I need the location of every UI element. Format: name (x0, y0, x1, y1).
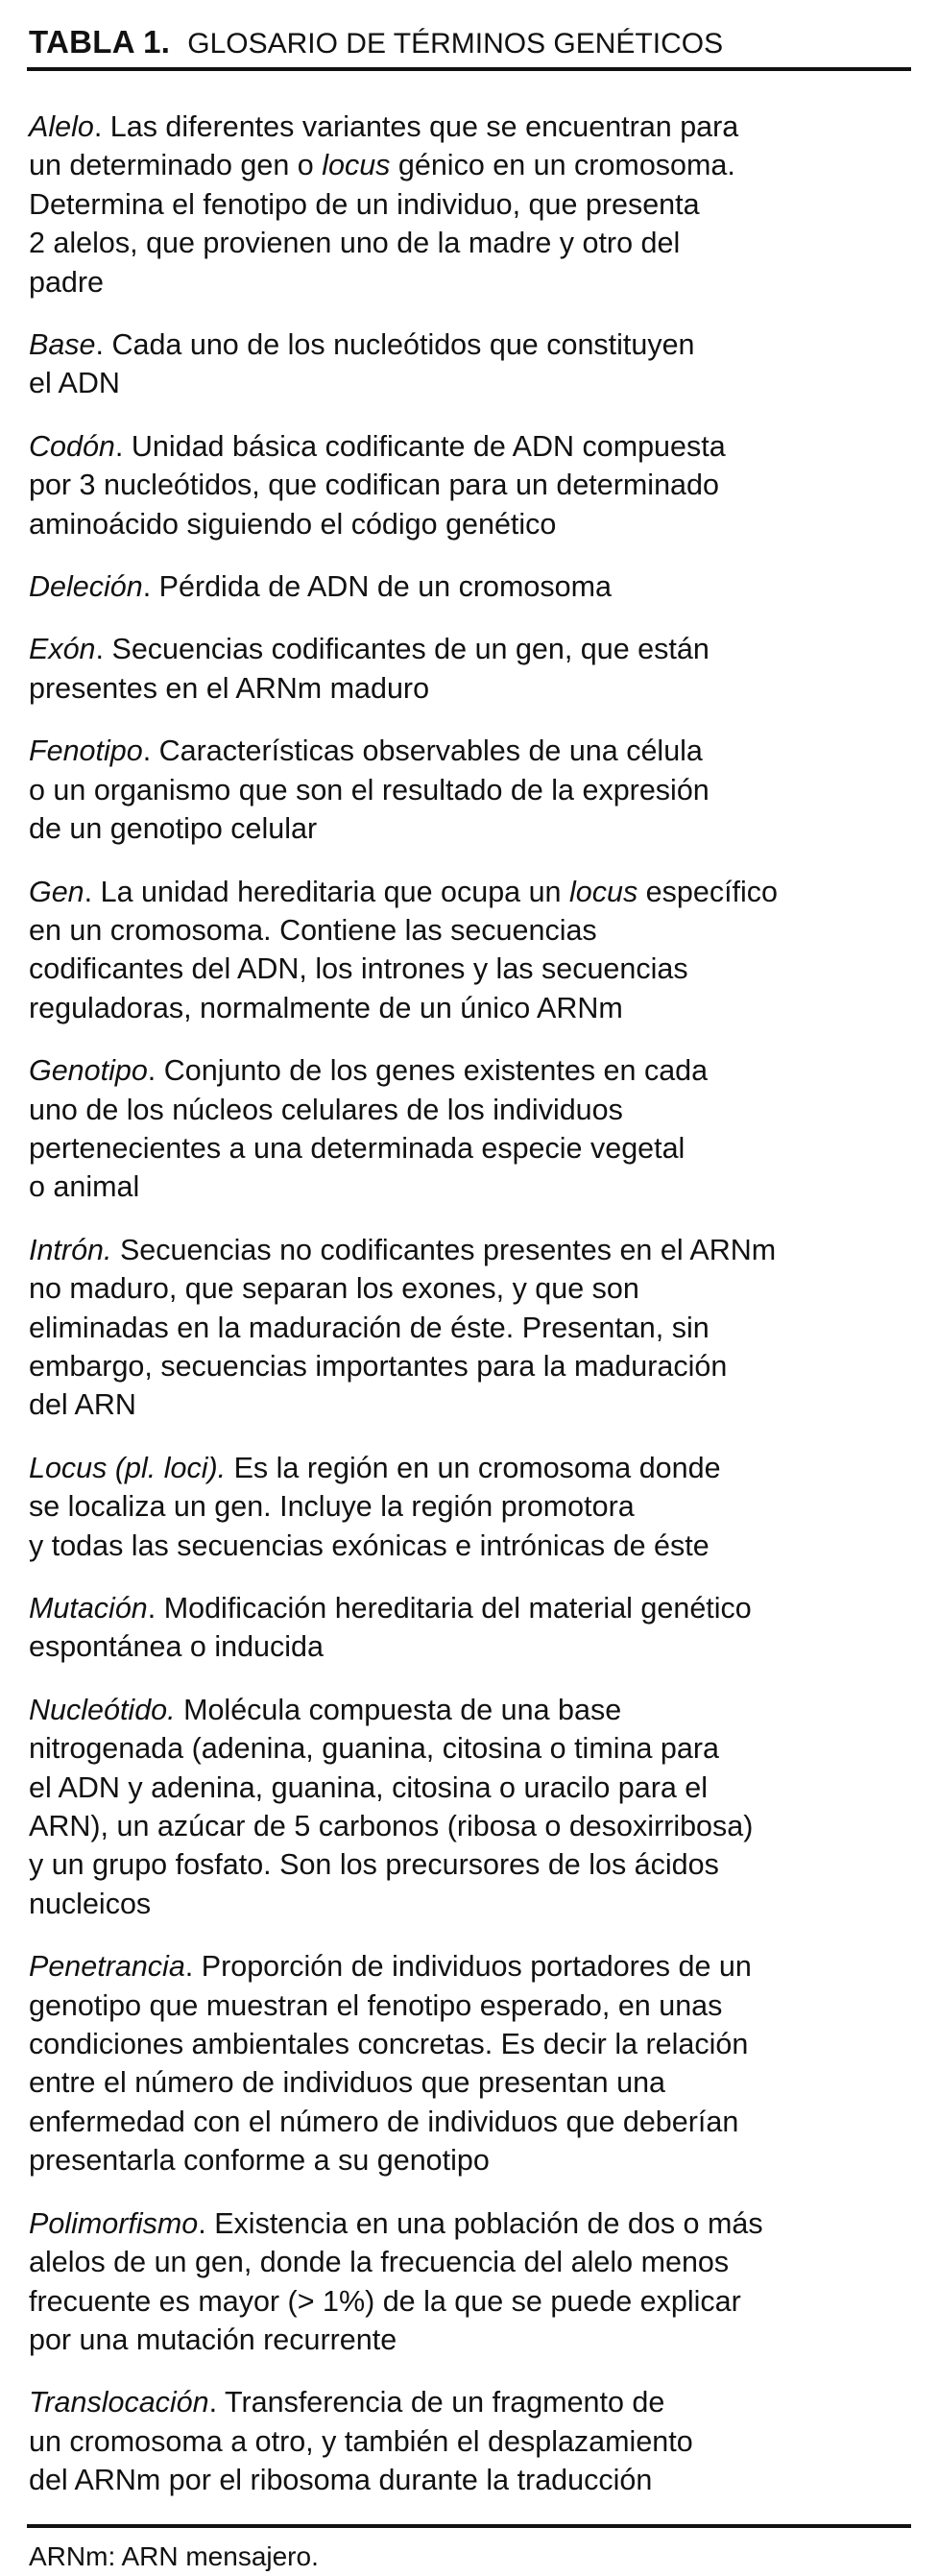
entry-text: Determina el fenotipo de un individuo, que presenta (29, 187, 700, 221)
entry-line (29, 873, 911, 911)
entry-text: . Conjunto de los genes existentes en cada (147, 1054, 709, 1088)
entry-text: o un organismo que son el resultado de la expresión (29, 773, 710, 807)
entry-line (29, 950, 911, 988)
glossary-entry (29, 630, 911, 708)
entry-text: . Las diferentes variantes que se encuentran para (93, 110, 739, 143)
entry-line (29, 1091, 911, 1129)
table-number: TABLA 1. (29, 24, 171, 60)
entry-text: Secuencias no codificantes presentes en el ARNm (111, 1233, 777, 1266)
entry-text: presentarla conforme a su genotipo (29, 2144, 490, 2178)
entry-text: aminoácido siguiendo el código genético (29, 507, 557, 541)
glossary-term: Deleción (29, 570, 143, 604)
entry-text: locus (569, 875, 638, 908)
entry-line (29, 2422, 911, 2461)
entry-text: 2 alelos, que provienen uno de la madre y otro del (29, 227, 681, 260)
glossary-term: Genotipo (29, 1054, 148, 1088)
entry-line (29, 2321, 911, 2359)
entry-line (29, 1449, 911, 1487)
entry-text: . Secuencias codificantes de un gen, que están (95, 633, 710, 666)
entry-text: alelos de un gen, donde la frecuencia del alelo menos (29, 2246, 730, 2279)
entry-line (29, 771, 911, 809)
entry-line (29, 1691, 911, 1729)
glossary-term: Intrón. (29, 1233, 112, 1266)
entry-line (29, 1051, 911, 1090)
glossary-term: Gen (29, 875, 84, 908)
entry-text: . Cada uno de los nucleótidos que constituyen (95, 328, 695, 362)
table-title: GLOSARIO DE TÉRMINOS GENÉTICOS (187, 28, 724, 60)
entry-text: eliminadas en la maduración de éste. Presentan, sin (29, 1311, 710, 1344)
glossary-entry (29, 567, 911, 606)
glossary-entry (29, 873, 911, 1028)
entry-line (29, 325, 911, 364)
glossary-term: Penetrancia (29, 1950, 185, 1984)
entry-line (29, 1845, 911, 1884)
entry-text: un cromosoma a otro, y también el desplazamiento (29, 2424, 693, 2458)
glossary-term: Nucleótido. (29, 1693, 176, 1726)
entry-line (29, 809, 911, 848)
entry-line (29, 1385, 911, 1424)
glossary-entry (29, 1051, 911, 1207)
entry-line (29, 2243, 911, 2281)
entry-text: pertenecientes a una determinada especie vegetal (29, 1131, 685, 1165)
entry-line (29, 989, 911, 1027)
entry-line (29, 1947, 911, 1986)
entry-line (29, 2383, 911, 2421)
entry-line (29, 1168, 911, 1206)
table-footnote: ARNm: ARN mensajero. (29, 2540, 319, 2571)
entry-text: y un grupo fosfato. Son los precursores de los ácidos (29, 1848, 719, 1882)
entry-text: de un genotipo celular (29, 812, 318, 846)
glossary-term: Polimorfismo (29, 2206, 199, 2240)
glossary-entry (29, 325, 911, 403)
entry-line (29, 2103, 911, 2141)
glossary-entry (29, 1449, 911, 1565)
entry-line (29, 567, 911, 606)
entry-line (29, 505, 911, 543)
entry-text: condiciones ambientales concretas. Es decir la relación (29, 2028, 749, 2061)
entry-text: del ARN (29, 1388, 136, 1422)
entry-text: reguladoras, normalmente de un único ARNm (29, 991, 623, 1024)
entry-line (29, 1986, 911, 2025)
glossary-term: Locus (pl. loci). (29, 1451, 227, 1484)
glossary-entry (29, 1947, 911, 2179)
entry-line (29, 2141, 911, 2179)
entry-line (29, 911, 911, 950)
entry-line (29, 1309, 911, 1347)
entry-line (29, 185, 911, 224)
entry-text: el ADN y adenina, guanina, citosina o uracilo para el (29, 1770, 709, 1804)
entry-text: por una mutación recurrente (29, 2323, 397, 2356)
entry-text: nitrogenada (adenina, guanina, citosina o timina para (29, 1732, 719, 1766)
entry-text: por 3 nucleótidos, que codifican para un determinado (29, 469, 719, 502)
entry-line (29, 1627, 911, 1666)
entry-text: . La unidad hereditaria que ocupa un (84, 875, 569, 908)
entry-text: embargo, secuencias importantes para la maduración (29, 1349, 728, 1383)
entry-text: se localiza un gen. Incluye la región promotora (29, 1490, 635, 1524)
entry-text: no maduro, que separan los exones, y que son (29, 1272, 639, 1306)
entry-text: entre el número de individuos que presentan una (29, 2066, 665, 2100)
entry-line (29, 669, 911, 708)
glossary-entry (29, 1231, 911, 1425)
table-header (27, 13, 911, 71)
entry-line (29, 427, 911, 466)
entry-line (29, 2461, 911, 2499)
entry-text: uno de los núcleos celulares de los individuos (29, 1093, 623, 1126)
entry-text: . Transferencia de un fragmento de (208, 2386, 665, 2420)
glossary-entry (29, 1589, 911, 1667)
entry-line (29, 1769, 911, 1807)
entry-line (29, 224, 911, 262)
entry-line (29, 108, 911, 146)
entry-text: . Pérdida de ADN de un cromosoma (142, 570, 612, 604)
entry-text: frecuente es mayor (> 1%) de la que se puede explicar (29, 2284, 741, 2318)
entry-line (29, 1807, 911, 1845)
glossary-entry (29, 732, 911, 848)
glossary-term: Translocación (29, 2386, 209, 2420)
entry-text: del ARNm por el ribosoma durante la traducción (29, 2464, 653, 2497)
glossary-term: Fenotipo (29, 734, 143, 768)
glossary-entry (29, 2383, 911, 2499)
glossary-entry (29, 427, 911, 543)
entry-line (29, 1487, 911, 1526)
glossary-term: Base (29, 328, 96, 362)
entry-text: Molécula compuesta de una base (175, 1693, 622, 1726)
entry-text: . Unidad básica codificante de ADN compuesta (114, 429, 726, 463)
entry-text: el ADN (29, 367, 120, 400)
entry-line (29, 2025, 911, 2063)
entry-text: . Proporción de individuos portadores de un (184, 1950, 752, 1984)
entry-text: y todas las secuencias exónicas e intrónicas de éste (29, 1529, 710, 1562)
entry-text: ARN), un azúcar de 5 carbonos (ribosa o desoxirribosa) (29, 1810, 754, 1843)
glossary-list (27, 71, 911, 2500)
entry-text: génico en un cromosoma. (390, 149, 735, 182)
entry-text: espontánea o inducida (29, 1630, 324, 1664)
entry-line (29, 1269, 911, 1308)
entry-text: . Existencia en una población de dos o más (198, 2206, 763, 2240)
entry-text: en un cromosoma. Contiene las secuencias (29, 913, 597, 947)
entry-line (29, 2063, 911, 2102)
entry-text: un determinado gen o (29, 149, 323, 182)
glossary-term: Alelo (29, 110, 94, 143)
entry-text: codificantes del ADN, los intrones y las secuencias (29, 952, 688, 986)
entry-line (29, 2282, 911, 2321)
entry-text: locus (322, 149, 391, 182)
entry-text: Es la región en un cromosoma donde (226, 1451, 721, 1484)
glossary-term: Exón (29, 633, 96, 666)
entry-text: padre (29, 265, 105, 299)
entry-text: nucleicos (29, 1887, 152, 1920)
entry-line (29, 263, 911, 301)
entry-line (29, 146, 911, 184)
entry-text: o animal (29, 1170, 140, 1204)
entry-text: enfermedad con el número de individuos que deberían (29, 2105, 739, 2138)
entry-line (29, 1885, 911, 1923)
entry-line (29, 2204, 911, 2243)
glossary-entry (29, 108, 911, 301)
entry-text: específico (637, 875, 779, 908)
glossary-term: Codón (29, 429, 115, 463)
glossary-entry (29, 2204, 911, 2360)
entry-line (29, 732, 911, 770)
glossary-term: Mutación (29, 1592, 148, 1625)
entry-line (29, 1347, 911, 1385)
entry-text: . Características observables de una célula (142, 734, 703, 768)
entry-line (29, 630, 911, 668)
entry-line (29, 466, 911, 504)
entry-text: . Modificación hereditaria del material genético (147, 1592, 752, 1625)
entry-line (29, 364, 911, 402)
glossary-entry (29, 1691, 911, 1923)
entry-line (29, 1129, 911, 1168)
entry-line (29, 1231, 911, 1269)
entry-line (29, 1729, 911, 1768)
entry-line (29, 1527, 911, 1565)
entry-text: genotipo que muestran el fenotipo esperado, en unas (29, 1988, 723, 2022)
entry-text: presentes en el ARNm maduro (29, 671, 430, 705)
entry-line (29, 1589, 911, 1627)
